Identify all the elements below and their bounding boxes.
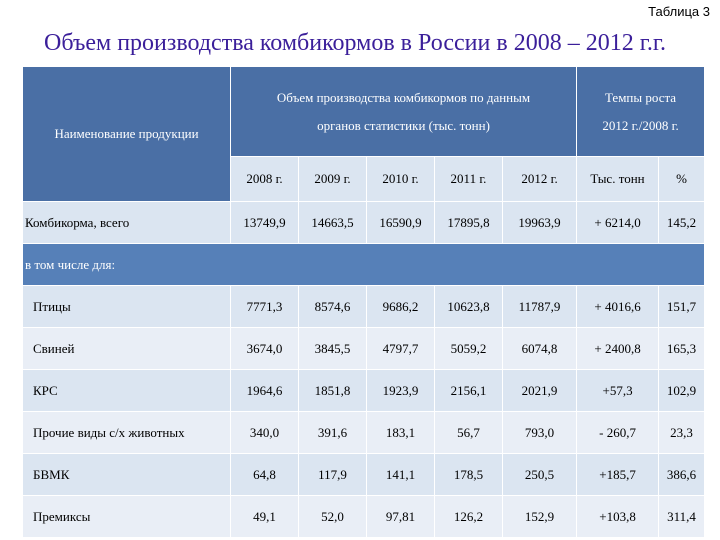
cell-value: 97,81 [367, 496, 435, 538]
header-product-label: Наименование продукции [54, 126, 199, 141]
header-volume-line2: органов статистики (тыс. тонн) [317, 117, 490, 133]
table-row [23, 496, 705, 538]
cell-value: 391,6 [299, 412, 367, 454]
cell-value: 6074,8 [503, 328, 577, 370]
header-volume-group [231, 67, 577, 157]
row-name: Птицы [23, 286, 231, 328]
cell-value: 311,4 [659, 496, 705, 538]
cell-value: 9686,2 [367, 286, 435, 328]
cell-value: 56,7 [435, 412, 503, 454]
cell-value: 151,7 [659, 286, 705, 328]
cell-value: 126,2 [435, 496, 503, 538]
cell-value: 102,9 [659, 370, 705, 412]
cell-value: 178,5 [435, 454, 503, 496]
cell-value: 19963,9 [503, 202, 577, 244]
cell-value: +185,7 [577, 454, 659, 496]
header-growth-group [577, 67, 705, 157]
cell-value: 2156,1 [435, 370, 503, 412]
header-year: 2009 г. [299, 157, 367, 202]
cell-value: 52,0 [299, 496, 367, 538]
header-year: 2010 г. [367, 157, 435, 202]
cell-value: 17895,8 [435, 202, 503, 244]
cell-value: +103,8 [577, 496, 659, 538]
header-year: 2011 г. [435, 157, 503, 202]
header-growth-tonnes: Тыс. тонн [577, 157, 659, 202]
header-year: 2012 г. [503, 157, 577, 202]
row-name: Свиней [23, 328, 231, 370]
cell-value: + 2400,8 [577, 328, 659, 370]
table-row-total [23, 202, 705, 244]
header-product [23, 67, 231, 202]
cell-value: 16590,9 [367, 202, 435, 244]
cell-value: 5059,2 [435, 328, 503, 370]
table-row [23, 370, 705, 412]
cell-value: 10623,8 [435, 286, 503, 328]
row-name: Комбикорма, всего [23, 202, 231, 244]
cell-value: +57,3 [577, 370, 659, 412]
cell-value: 1964,6 [231, 370, 299, 412]
table-row [23, 454, 705, 496]
cell-value: + 4016,6 [577, 286, 659, 328]
cell-value: 250,5 [503, 454, 577, 496]
cell-value: 14663,5 [299, 202, 367, 244]
cell-value: 165,3 [659, 328, 705, 370]
cell-value: 11787,9 [503, 286, 577, 328]
page-title: Объем производства комбикормов в России в 2008 – 2012 г.г. [44, 30, 666, 56]
cell-value: 3674,0 [231, 328, 299, 370]
cell-value: 3845,5 [299, 328, 367, 370]
cell-value: 152,9 [503, 496, 577, 538]
table-caption: Таблица 3 [648, 4, 710, 19]
table-row [23, 328, 705, 370]
cell-value: 8574,6 [299, 286, 367, 328]
row-name: Прочие виды с/х животных [23, 412, 231, 454]
header-growth-line1: Темпы роста [604, 89, 677, 105]
cell-value: 183,1 [367, 412, 435, 454]
header-growth-percent: % [659, 157, 705, 202]
cell-value: 49,1 [231, 496, 299, 538]
header-growth-line2: 2012 г./2008 г. [602, 117, 679, 133]
cell-value: 1923,9 [367, 370, 435, 412]
cell-value: - 260,7 [577, 412, 659, 454]
cell-value: 141,1 [367, 454, 435, 496]
cell-value: 2021,9 [503, 370, 577, 412]
cell-value: 145,2 [659, 202, 705, 244]
row-name: Премиксы [23, 496, 231, 538]
cell-value: 340,0 [231, 412, 299, 454]
row-name: БВМК [23, 454, 231, 496]
cell-value: 64,8 [231, 454, 299, 496]
cell-value: 386,6 [659, 454, 705, 496]
cell-value: 13749,9 [231, 202, 299, 244]
row-name: КРС [23, 370, 231, 412]
section-row [23, 244, 705, 286]
cell-value: 793,0 [503, 412, 577, 454]
header-volume-line1: Объем производства комбикормов по данным [276, 89, 531, 105]
cell-value: 4797,7 [367, 328, 435, 370]
cell-value: 1851,8 [299, 370, 367, 412]
section-label: в том числе для: [23, 244, 705, 286]
cell-value: + 6214,0 [577, 202, 659, 244]
table-row [23, 412, 705, 454]
cell-value: 117,9 [299, 454, 367, 496]
cell-value: 7771,3 [231, 286, 299, 328]
table-row [23, 286, 705, 328]
production-table [22, 66, 705, 538]
header-year: 2008 г. [231, 157, 299, 202]
cell-value: 23,3 [659, 412, 705, 454]
